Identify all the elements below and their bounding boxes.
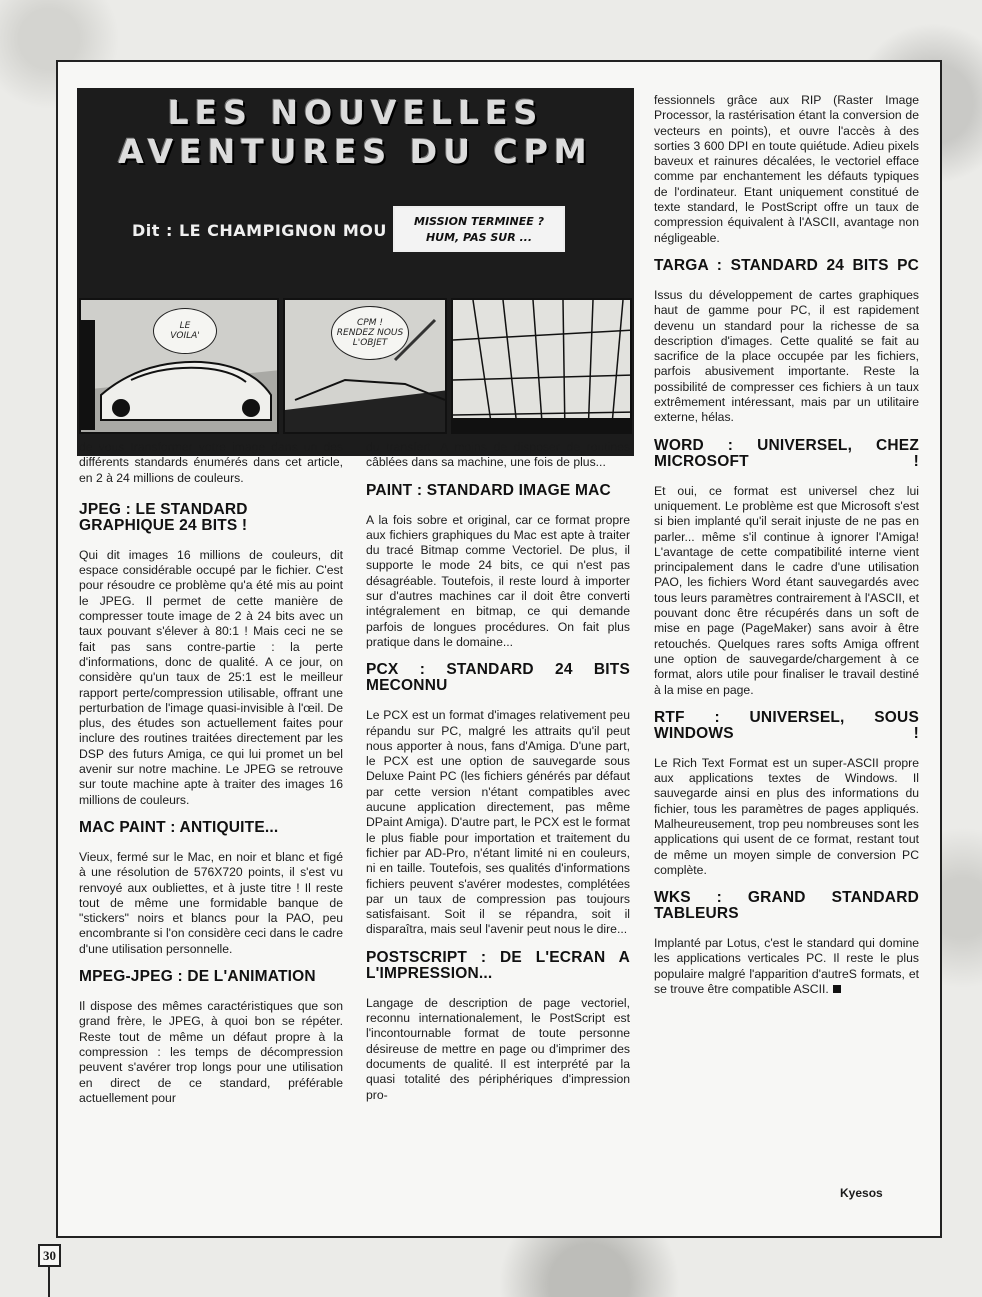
- speech2-line3: L'OBJET: [352, 338, 388, 348]
- text-word: Et oui, ce format est universel chez lui uniquement. Le problème est que Microsoft s'est si bien implanté qu'il serait injuste de ne pas en parler... même s'il continue à ignorer l'Amiga! L'avantage de cette compatibilité interne vient principalement dans le cadre d'une utilisation PAO, les fichiers Word étant sauvegardés avec tous leurs paramètres contrairement à l'ASCII, et pouvant donc être récupérés dans un soft de mise en page (PageMaker) sans avoir à être retouchés. Quelques rares softs Amiga offrent une option de sauvegarde/chargement à ce format, alors utile pour finaliser le travail destiné à la mise en page.: [654, 483, 919, 697]
- text-macpaint: Vieux, fermé sur le Mac, en noir et blanc et figé à une résolution de 576X720 points, il s'est vu renvoyé aux oubliettes, et à juste titre ! Il reste tout de même une formidable banque de "stickers" noirs et blancs pour la PAO, peu encombrante si l'on considère ceci dans le cadre d'une utilisation personnelle.: [79, 849, 343, 956]
- banner-subtitle: Dit : LE CHAMPIGNON MOU: [132, 221, 387, 240]
- speech2-line1: CPM !: [357, 318, 383, 328]
- speech-bubble-voila: [153, 308, 217, 354]
- heading-postscript: POSTSCRIPT : DE L'ECRAN A L'IMPRESSION...: [366, 948, 630, 982]
- heading-targa: TARGA : STANDARD 24 BITS PC: [654, 256, 919, 274]
- banner-title-line2: AVENTURES DU CPM: [118, 132, 593, 171]
- speech1-line2: VOILA': [170, 331, 200, 341]
- text-wks-wrap: [654, 936, 919, 997]
- text-paint: A la fois sobre et original, car ce format propre aux fichiers graphiques du Mac est apte à traiter du tracé Bitmap comme Vectoriel. De plus, il supporte le mode 24 bits, ce qui n'est pas désagréable. Toutefois, il reste lourd à importer sur d'autres machines car il doit être converti intégralement en bitmap, ce qui demande parfois de longues procédures. On fait plus pratique dans le domaine...: [366, 512, 630, 649]
- col3-intro: fessionnels grâce aux RIP (Raster Image Processor, la rastérisation étant la conversion de vecteurs en points), et ouvre l'accès à des sorties 3 600 DPI en toute quiétude. Adieu pixels baveux et rainures décalées, le vectoriel efface comme par enchantement les défauts typiques de l'ordinateur. Etant uniquement constitué de texte standard, le PostScript offre un taux de compression équivalent à l'ASCII, avantage non négligeable.: [654, 93, 919, 245]
- speech1-line1: LE: [179, 321, 191, 331]
- text-wks: Implanté par Lotus, c'est le standard qui domine les applications verticales PC. Il reste le plus populaire malgré l'apparition d'autreS formats, et se trouve être compatible ASCII.: [654, 936, 919, 997]
- speech-bubble-cpm: [331, 306, 409, 360]
- heading-jpeg: JPEG : LE STANDARD GRAPHIQUE 24 BITS !: [79, 500, 248, 534]
- caption-line1: MISSION TERMINEE ?: [414, 215, 544, 228]
- heading-wks: WKS : GRAND STANDARD TABLEURS: [654, 889, 919, 923]
- comic-panels: [77, 298, 634, 456]
- comic-panel-car: [79, 298, 279, 434]
- heading-pcx: PCX : STANDARD 24 BITS MECONNU: [366, 661, 630, 695]
- page-number-rule: [48, 1267, 50, 1297]
- column-3: [654, 93, 919, 1007]
- caption-line2: HUM, PAS SUR ...: [425, 231, 533, 244]
- page-number: 30: [38, 1244, 61, 1267]
- text-postscript: Langage de description de page vectoriel, reconnu internationalement, le PostScript est l'incontournable format de toute personne désireuse de mettre en page ou d'imprimer des documents de qualité. Il est interprété par la quasi totalité des périphériques d'impression pro-: [366, 995, 630, 1102]
- col1-intro: de vous transformer votre image dans un des différents standards énumérés dans cet article, en 2 à 24 millions de couleurs.: [79, 440, 343, 485]
- comic-panel-building: [451, 298, 632, 434]
- column-2: [366, 440, 630, 1113]
- banner-title-line1: LES NOUVELLES: [167, 93, 544, 132]
- col2-intro: du transfert. A moins de disposer de routines câblées dans sa machine, une fois de plus...: [366, 440, 630, 470]
- heading-rtf: RTF : UNIVERSEL, SOUS WINDOWS !: [654, 708, 919, 742]
- heading-word: WORD : UNIVERSEL, CHEZ MICROSOFT !: [654, 436, 919, 470]
- comic-banner: [77, 88, 634, 456]
- heading-macpaint: MAC PAINT : ANTIQUITE...: [79, 818, 279, 836]
- column-1: [79, 440, 343, 1116]
- banner-title: [77, 93, 634, 171]
- end-mark-icon: [833, 985, 841, 993]
- text-pcx: Le PCX est un format d'images relativement peu répandu sur PC, malgré les attraits qu'il peut nous apporter à nous, fans d'Amiga. D'une part, le PCX est une option de sauvegarde sous Deluxe Paint PC (les fichiers générés par défaut par cette version n'étant compatibles avec aucune application directement, pas même DPaint Amiga). D'autre part, le PCX est le format le plus fiable pour importation et traitement du fichier par AD-Pro, n'étant limité ni en couleurs, ni en taille. Toutefois, ses qualités d'informations fichiers peuvent s'avérer modestes, complétées par un taux de compression pas toujours satisfaisant. Soit il se répandra, soit il disparaîtra, mais seul l'avenir peut nous le dire...: [366, 708, 630, 937]
- heading-paint: PAINT : STANDARD IMAGE MAC: [366, 481, 611, 499]
- text-rtf: Le Rich Text Format est un super-ASCII propre aux applications textes de Windows. Il sauvegarde ainsi en plus des informations du fichier, tous les paramètres de pages appliqués. Malheureusement, trop peu nombreuses sont les applications qui usent de ce format, restant tout de même un moyen simple de conversion PC complète.: [654, 755, 919, 877]
- author-signature: Kyesos: [840, 1186, 883, 1200]
- banner-caption-box: [393, 206, 565, 252]
- text-jpeg: Qui dit images 16 millions de couleurs, dit espace considérable occupé par le fichier. C'est pour résoudre ce problème qu'a été mis au point le JPEG. Il permet de cette manière de compresser toute image de 2 à 24 bits avec un taux pouvant s'élever à 80:1 ! Mais ceci ne se fait pas sans contre-partie : la perte d'informations, donc de qualité. A ce jour, on considère qu'un taux de 25:1 est le meilleur rapport perte/compression utilisable, offrant une perturbation de l'image quasi-invisible à l'œil. De plus, des études son actuellement faites pour inclure des routines traitées directement par les DSP des futurs Amiga, ce qui lui promet un bel avenir sur notre machine. Le JPEG se retrouve sur toute machine apte à traiter des images 16 millions de couleurs.: [79, 547, 343, 807]
- text-targa: Issus du développement de cartes graphiques haut de gamme pour PC, il est rapidement devenu un standard pour la richesse de sa description d'images. Cette qualité se fait au sacrifice de la place occupée par les fichiers, parfois abusivement importante. Reste la possibilité de compresser ces fichiers à un taux extrêmement intéressant, mais par un utilitaire externe, hélas.: [654, 287, 919, 425]
- building-drawing: [453, 300, 632, 434]
- text-mpeg: Il dispose des mêmes caractéristiques que son grand frère, le JPEG, à quoi bon se répéter. Reste tout de même un défaut propre à la compression : les temps de décompression peuvent s'avérer trop longs pour une utilisation en direct de ce standard, préférable actuellement pour: [79, 999, 343, 1105]
- comic-panel-speech: [283, 298, 447, 434]
- speech2-line2: RENDEZ NOUS: [336, 328, 404, 338]
- heading-mpeg: MPEG-JPEG : DE L'ANIMATION: [79, 968, 316, 986]
